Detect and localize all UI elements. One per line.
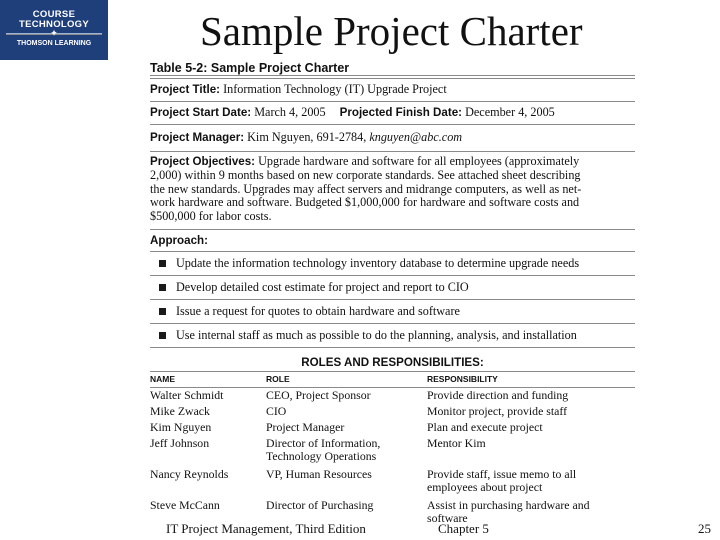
project-title-value: Information Technology (IT) Upgrade Project [220, 82, 447, 96]
approach-label: Approach: [150, 229, 635, 251]
logo-line-technology: TECHNOLOGY [18, 19, 90, 30]
table-row [150, 388, 635, 404]
start-date-value: March 4, 2005 [251, 105, 326, 119]
star-icon: ✦ [50, 28, 58, 38]
row-responsibility: Mentor Kim [427, 436, 486, 450]
bullet-square-icon [159, 332, 166, 339]
table-row [150, 465, 635, 496]
objectives-line-4: work hardware and software. Budgeted $1,000,000 for hardware and software costs and [150, 196, 580, 210]
row-name: Walter Schmidt [150, 388, 224, 402]
start-date-label: Project Start Date: [150, 106, 252, 119]
project-manager-row [150, 124, 635, 151]
finish-date-value: December 4, 2005 [462, 105, 555, 119]
row-role: Director of Purchasing [266, 498, 374, 512]
row-name: Steve McCann [150, 498, 220, 512]
row-role: CEO, Project Sponsor [266, 388, 371, 402]
project-dates-row [150, 101, 635, 124]
footer-book-title: IT Project Management, Third Edition [166, 521, 366, 536]
footer-chapter: Chapter 5 [438, 521, 489, 536]
row-role: Project Manager [266, 420, 345, 434]
project-title-row [150, 78, 635, 101]
footer-page-number: 25 [698, 521, 711, 536]
approach-item [150, 299, 635, 323]
project-manager-value: Kim Nguyen, 691-2784, [244, 130, 370, 144]
table-row [150, 436, 635, 465]
objectives-line-3: the new standards. Upgrades may affect servers and midrange computers, as well as net- [150, 182, 582, 196]
objectives-label: Project Objectives: [150, 155, 256, 168]
table-row [150, 420, 635, 436]
row-responsibility: Monitor project, provide staff [427, 404, 568, 418]
row-responsibility: Provide direction and funding [427, 388, 569, 402]
approach-item-text: Use internal staff as much as possible to do the planning, analysis, and installation [176, 327, 577, 342]
row-responsibility: Provide staff, issue memo to all employees about project [427, 467, 577, 494]
row-name: Kim Nguyen [150, 420, 212, 434]
column-header-responsibility: RESPONSIBILITY [427, 373, 498, 384]
approach-item-text: Update the information technology inventory database to determine upgrade needs [176, 255, 580, 270]
roles-heading: ROLES AND RESPONSIBILITIES: [150, 347, 635, 372]
project-manager-email: knguyen@abc.com [369, 130, 463, 144]
row-role: VP, Human Resources [266, 467, 372, 481]
logo-line-course: COURSE [32, 9, 76, 20]
table-title: Table 5-2: Sample Project Charter [150, 60, 635, 76]
row-name: Jeff Johnson [150, 436, 210, 450]
course-technology-logo [0, 0, 108, 60]
column-header-name: NAME [150, 373, 176, 384]
objectives-line-5: $500,000 for labor costs. [150, 210, 272, 224]
row-responsibility: Plan and execute project [427, 420, 543, 434]
approach-item [150, 251, 635, 275]
column-header-role: ROLE [266, 373, 290, 384]
row-role: CIO [266, 404, 287, 418]
project-manager-label: Project Manager: [150, 131, 245, 144]
approach-item [150, 275, 635, 299]
table-row [150, 404, 635, 420]
project-charter-table [150, 60, 635, 527]
roles-column-headers [150, 372, 635, 388]
slide-title: Sample Project Charter [200, 8, 583, 54]
approach-item [150, 323, 635, 347]
bullet-square-icon [159, 308, 166, 315]
approach-item-text: Develop detailed cost estimate for project and report to CIO [176, 279, 469, 294]
row-role: Director of Information, Technology Operations [266, 436, 381, 463]
row-responsibility: Assist in purchasing hardware and software [427, 498, 590, 525]
objectives-line-2: 2,000) within 9 months based on new corporate standards. See attached sheet describing [150, 168, 581, 182]
finish-date-label: Projected Finish Date: [339, 106, 463, 119]
objectives-line-1: Upgrade hardware and software for all employees (approximately [255, 155, 580, 168]
approach-item-text: Issue a request for quotes to obtain hardware and software [176, 303, 460, 318]
row-name: Nancy Reynolds [150, 467, 229, 481]
logo-line-thomson: THOMSON LEARNING [16, 40, 92, 47]
project-objectives [150, 151, 635, 229]
bullet-square-icon [159, 260, 166, 267]
bullet-square-icon [159, 284, 166, 291]
project-title-label: Project Title: [150, 83, 221, 96]
row-name: Mike Zwack [150, 404, 210, 418]
